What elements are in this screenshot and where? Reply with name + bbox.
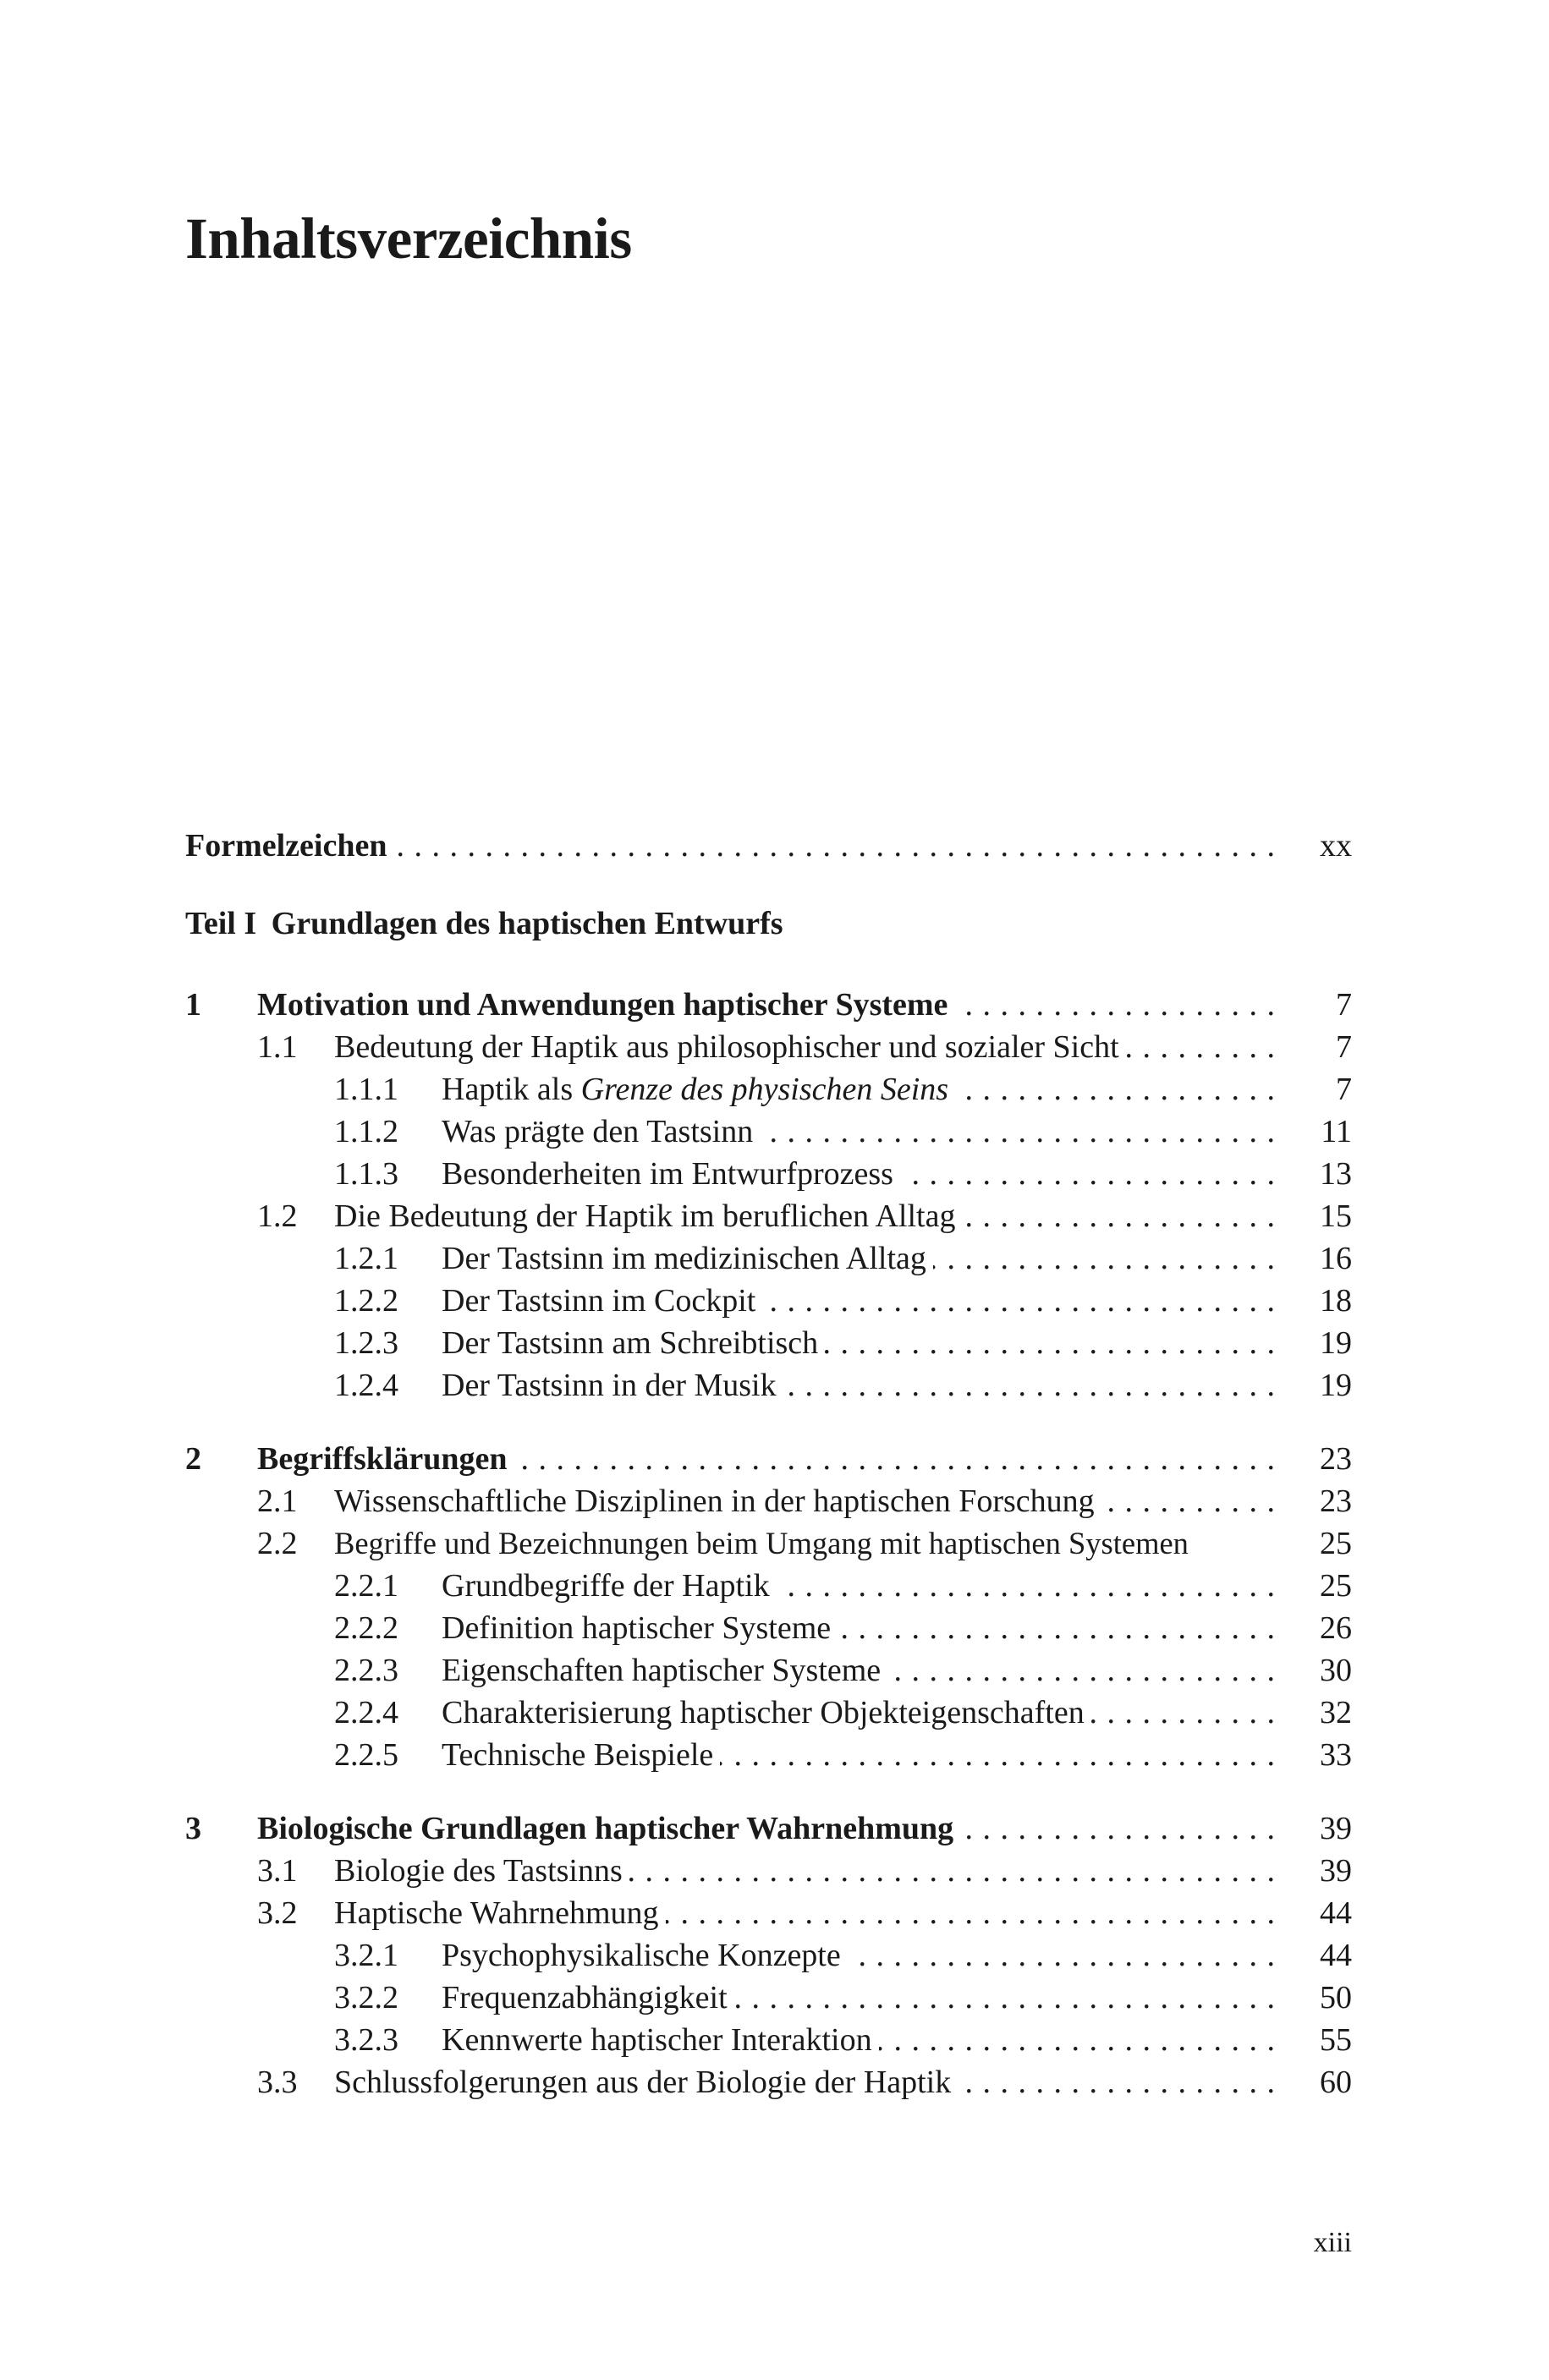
page-number: xiii [1313,2227,1352,2258]
toc-page: 55 [1320,2022,1352,2058]
part-number: Teil I [185,906,257,941]
toc-page: 32 [1320,1695,1352,1730]
toc-chapter[interactable] [185,1438,1352,1480]
toc-page: 30 [1320,1653,1352,1688]
toc-label: Technische Beispiele . . . [442,1734,1276,1776]
toc-number: 3.2 [257,1895,298,1931]
toc-page: 7 [1336,1072,1352,1107]
toc-number: 2 [185,1441,201,1477]
toc-page: 15 [1320,1198,1352,1234]
toc-page: 44 [1320,1938,1352,1973]
toc-chapter[interactable] [185,1807,1352,1850]
toc-label: Wissenschaftliche Disziplinen in der haptischen Forschung . . . [334,1480,1276,1522]
toc-subsection[interactable] [185,1977,1352,2019]
toc-label: Biologische Grundlagen haptischer Wahrnehmung . . . [257,1807,1276,1850]
toc-label: Motivation und Anwendungen haptischer Systeme . . . [257,984,1276,1026]
toc-number: 2.1 [257,1483,298,1519]
toc-page: 60 [1320,2065,1352,2100]
toc-label: Kennwerte haptischer Interaktion . . . [442,2019,1276,2061]
part-heading [185,902,783,945]
toc-number: 3.1 [257,1853,298,1889]
toc-number: 1.2.3 [334,1325,398,1361]
toc-subsection[interactable] [185,1280,1352,1322]
toc-number: 3.3 [257,2065,298,2100]
toc-label: Der Tastsinn im Cockpit . . . [442,1280,1276,1322]
toc-number: 3 [185,1811,201,1846]
toc-subsection[interactable] [185,1237,1352,1280]
toc-page: 39 [1320,1853,1352,1889]
toc-number: 2.2.1 [334,1568,398,1604]
toc-page: xx [1320,828,1352,864]
toc-label-emphasis: Grenze des physischen Seins [580,1072,949,1107]
toc-number: 2.2 [257,1526,298,1561]
toc-subsection[interactable] [185,1110,1352,1153]
toc-section[interactable] [185,1195,1352,1237]
toc-label: Bedeutung der Haptik aus philosophischer und sozialer Sicht . . . [334,1026,1276,1068]
page-title: Inhaltsverzeichnis [185,206,632,271]
toc-label: Psychophysikalische Konzepte . . . [442,1934,1276,1977]
toc-number: 3.2.2 [334,1980,398,2015]
toc-label: Grundbegriffe der Haptik . . . [442,1565,1276,1607]
toc-subsection[interactable] [185,1068,1352,1110]
toc-label: Haptische Wahrnehmung . . . [334,1892,1276,1934]
toc-number: 1.1 [257,1029,298,1065]
toc-label: Biologie des Tastsinns . . . [334,1850,1276,1892]
toc-label: Definition haptischer Systeme . . . [442,1607,1276,1649]
toc-page: 25 [1320,1526,1352,1561]
toc-number: 2.2.5 [334,1737,398,1773]
toc-page: 26 [1320,1610,1352,1646]
toc-subsection[interactable] [185,1649,1352,1692]
toc-page: 18 [1320,1283,1352,1319]
toc-number: 1.2 [257,1198,298,1234]
toc-number: 1.2.1 [334,1241,398,1276]
toc-page: 11 [1321,1114,1352,1149]
toc-label: Besonderheiten im Entwurfprozess . . . [442,1153,1276,1195]
toc-page: 7 [1336,1029,1352,1065]
toc-page: 33 [1320,1737,1352,1773]
toc-chapter[interactable] [185,984,1352,1026]
toc-label: Die Bedeutung der Haptik im beruflichen Alltag . . . [334,1195,1276,1237]
toc-number: 3.2.3 [334,2022,398,2058]
toc-number: 2.2.4 [334,1695,398,1730]
toc-page: 7 [1336,987,1352,1023]
toc-page: 39 [1320,1811,1352,1846]
toc-subsection[interactable] [185,1934,1352,1977]
toc-label: Begriffe und Bezeichnungen beim Umgang mit haptischen Systemen [334,1522,1276,1565]
toc-number: 1.2.4 [334,1368,398,1403]
toc-subsection[interactable] [185,1364,1352,1407]
toc-label: Was prägte den Tastsinn . . . [442,1110,1276,1153]
toc-subsection[interactable] [185,1607,1352,1649]
toc-page: 16 [1320,1241,1352,1276]
toc-label: Haptik als Grenze des physischen Seins . . . [442,1068,1276,1110]
toc-label: Begriffsklärungen . . . [257,1438,1276,1480]
toc-subsection[interactable] [185,1692,1352,1734]
toc-subsection[interactable] [185,1322,1352,1364]
toc-label: Schlussfolgerungen aus der Biologie der Haptik . . . [334,2061,1276,2103]
toc-label: Charakterisierung haptischer Objekteigenschaften . . . [442,1692,1276,1734]
toc-label: Formelzeichen . . . [185,825,1276,867]
toc-number: 2.2.2 [334,1610,398,1646]
toc-subsection[interactable] [185,2019,1352,2061]
toc-label: Der Tastsinn in der Musik . . . [442,1364,1276,1407]
toc-section[interactable] [185,1892,1352,1934]
toc-section[interactable] [185,1522,1352,1565]
toc-subsection[interactable] [185,1565,1352,1607]
toc-number: 1.1.2 [334,1114,398,1149]
toc-page: 19 [1320,1368,1352,1403]
toc-number: 2.2.3 [334,1653,398,1688]
toc-page: 19 [1320,1325,1352,1361]
toc-number: 1.2.2 [334,1283,398,1319]
toc-page: 44 [1320,1895,1352,1931]
toc-number: 1 [185,987,201,1023]
toc-number: 1.1.1 [334,1072,398,1107]
toc-label: Der Tastsinn am Schreibtisch . . . [442,1322,1276,1364]
toc-label: Der Tastsinn im medizinischen Alltag . . . [442,1237,1276,1280]
toc-label: Frequenzabhängigkeit . . . [442,1977,1276,2019]
toc-number: 3.2.1 [334,1938,398,1973]
toc-entry-formelzeichen[interactable] [185,825,1352,867]
toc-section[interactable] [185,1480,1352,1522]
toc-number: 1.1.3 [334,1156,398,1192]
toc-page: 13 [1320,1156,1352,1192]
toc-page: 25 [1320,1568,1352,1604]
toc-section[interactable] [185,1026,1352,1068]
toc-subsection[interactable] [185,1153,1352,1195]
toc-section[interactable] [185,2061,1352,2103]
toc-page: 50 [1320,1980,1352,2015]
toc-label: Eigenschaften haptischer Systeme . . . [442,1649,1276,1692]
toc-section[interactable] [185,1850,1352,1892]
part-title: Grundlagen des haptischen Entwurfs [271,906,783,941]
toc-page: 23 [1320,1441,1352,1477]
toc-subsection[interactable] [185,1734,1352,1776]
toc-page: 23 [1320,1483,1352,1519]
